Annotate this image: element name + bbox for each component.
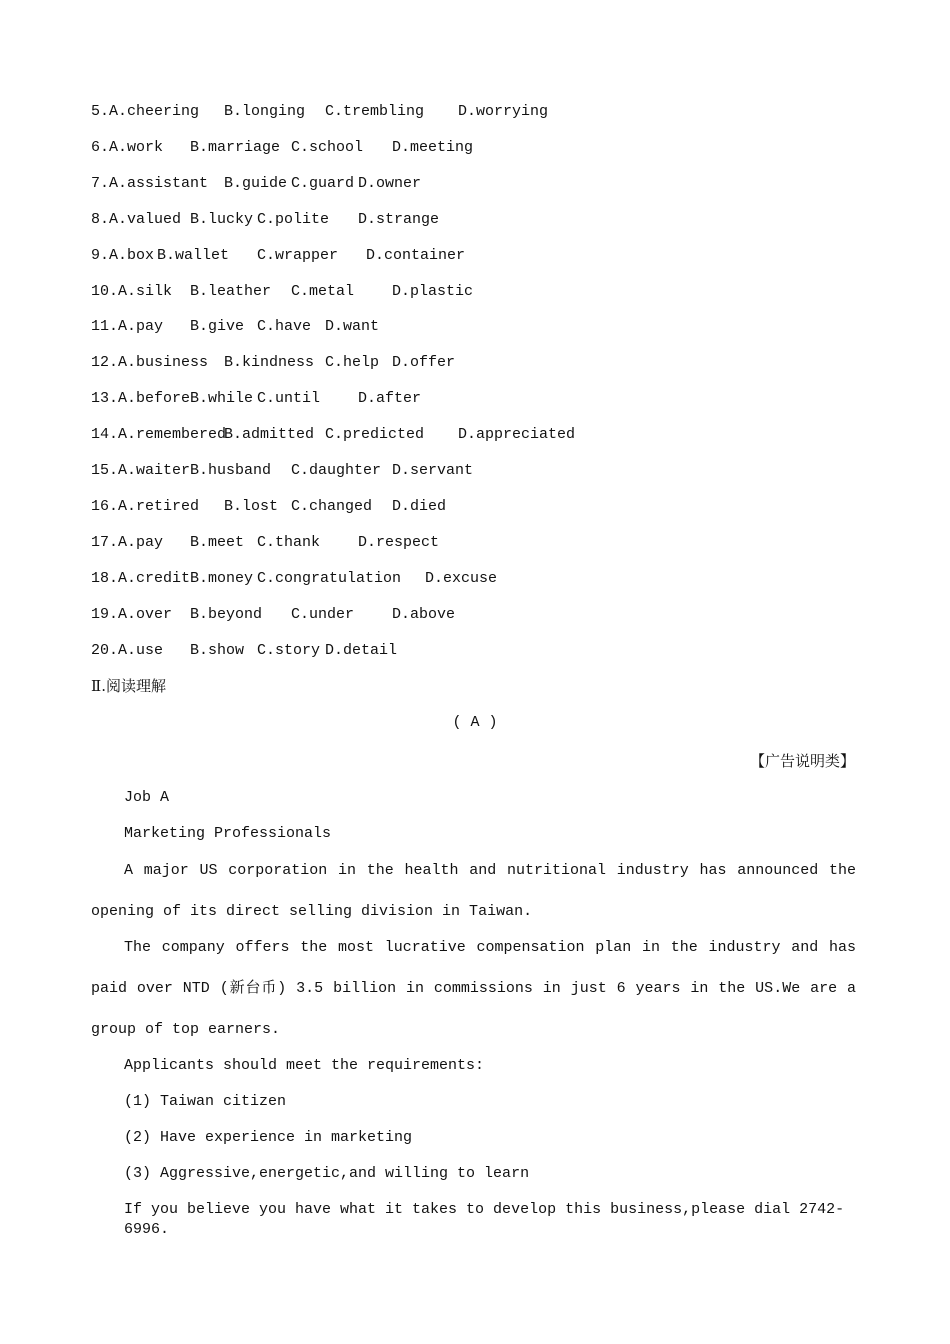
option-c: C.help [325, 354, 380, 372]
option-c: C.thank [257, 533, 321, 551]
option-c: C.story [257, 641, 321, 659]
question-row [0, 498, 950, 518]
option-a: A.waiter [118, 462, 191, 479]
question-row [0, 175, 950, 195]
option-d: D.servant [392, 462, 474, 479]
category-tag: 【广告说明类】 [749, 752, 855, 770]
question-number: 10. [91, 282, 119, 300]
closing-text: If you believe you have what it takes to develop this business,please dial 2742-6996. [124, 1201, 845, 1238]
option-b: B.lost [224, 497, 279, 515]
option-b: B.wallet [157, 246, 230, 264]
option-d: D.want [325, 318, 380, 336]
question-row [0, 103, 950, 123]
option-c: C.school [291, 138, 364, 156]
option-d: D.died [392, 497, 447, 515]
option-c: C.until [257, 390, 321, 408]
option-a: A.pay [118, 318, 164, 336]
question-number: 15. [91, 462, 119, 479]
option-b: B.marriage [190, 138, 281, 156]
option-c: C.congratulation [257, 569, 402, 587]
requirements-intro: Applicants should meet the requirements: [124, 1057, 485, 1074]
option-d: D.worrying [458, 103, 549, 120]
option-b: B.beyond [190, 605, 263, 623]
option-a: A.work [109, 138, 164, 156]
question-row [0, 426, 950, 446]
question-row [0, 570, 950, 590]
option-a: A.silk [118, 282, 173, 300]
option-a: A.valued [109, 210, 182, 228]
passage-label: ( A ) [452, 714, 498, 731]
option-a: A.assistant [109, 174, 209, 192]
question-number: 11. [91, 318, 119, 336]
option-d: D.plastic [392, 282, 474, 300]
option-b: B.lucky [190, 210, 254, 228]
question-row [0, 211, 950, 231]
question-row [0, 642, 950, 662]
question-row [0, 606, 950, 626]
option-c: C.predicted [325, 426, 425, 444]
option-c: C.wrapper [257, 246, 339, 264]
option-c: C.under [291, 605, 355, 623]
option-b: B.meet [190, 533, 245, 551]
option-d: D.above [392, 605, 456, 623]
job-title: Job A [124, 789, 170, 806]
job-subtitle: Marketing Professionals [124, 825, 332, 842]
option-a: A.over [118, 605, 173, 623]
option-b: B.money [190, 569, 254, 587]
option-d: D.owner [358, 174, 422, 192]
option-d: D.appreciated [458, 426, 576, 444]
option-d: D.detail [325, 641, 398, 659]
question-number: 8. [91, 210, 110, 228]
requirement-item: (2) Have experience in marketing [124, 1129, 413, 1146]
question-number: 5. [91, 103, 110, 120]
option-d: D.meeting [392, 138, 474, 156]
option-a: A.before [118, 390, 191, 408]
requirement-item: (1) Taiwan citizen [124, 1093, 287, 1110]
option-a: A.remembered [118, 426, 227, 444]
job-paragraph-1: A major US corporation in the health and nutritional industry has announced the opening of its direct selling division in Taiwan. [91, 862, 866, 920]
question-row [0, 139, 950, 159]
question-row [0, 283, 950, 303]
question-number: 7. [91, 174, 110, 192]
question-row [0, 318, 950, 338]
question-number: 20. [91, 641, 119, 659]
question-number: 17. [91, 533, 119, 551]
option-c: C.metal [291, 282, 355, 300]
option-d: D.after [358, 390, 422, 408]
option-d: D.respect [358, 533, 440, 551]
option-b: B.give [190, 318, 245, 336]
option-d: D.offer [392, 354, 456, 372]
option-a: A.cheering [109, 103, 200, 120]
option-a: A.business [118, 354, 209, 372]
option-d: D.strange [358, 210, 440, 228]
option-c: C.trembling [325, 103, 425, 120]
option-a: A.use [118, 641, 164, 659]
option-d: D.container [366, 246, 466, 264]
option-c: C.changed [291, 497, 373, 515]
option-b: B.husband [190, 462, 272, 479]
option-b: B.leather [190, 282, 272, 300]
option-b: B.admitted [224, 426, 315, 444]
option-b: B.longing [224, 103, 306, 120]
question-row [0, 247, 950, 267]
option-b: B.kindness [224, 354, 315, 372]
question-number: 6. [91, 138, 110, 156]
option-a: A.retired [118, 497, 200, 515]
section-title: Ⅱ.阅读理解 [91, 677, 166, 695]
question-number: 13. [91, 390, 119, 408]
question-number: 19. [91, 605, 119, 623]
question-number: 18. [91, 569, 119, 587]
requirement-item: (3) Aggressive,energetic,and willing to learn [124, 1165, 530, 1182]
question-number: 9. [91, 246, 110, 264]
option-a: A.pay [118, 533, 164, 551]
option-c: C.daughter [291, 462, 382, 479]
question-number: 12. [91, 354, 119, 372]
question-number: 16. [91, 497, 119, 515]
job-paragraph-2: The company offers the most lucrative compensation plan in the industry and has paid over NTD (新台币) 3.5 billion in commissions in just 6 years in the US.We are a group of top earners. [91, 939, 866, 1038]
option-b: B.while [190, 390, 254, 408]
option-a: A.box [109, 246, 155, 264]
option-d: D.excuse [425, 569, 498, 587]
option-b: B.guide [224, 174, 288, 192]
option-c: C.guard [291, 174, 355, 192]
question-row [0, 390, 950, 410]
option-a: A.credit [118, 569, 191, 587]
question-number: 14. [91, 426, 119, 444]
question-row [0, 534, 950, 554]
question-row [0, 462, 950, 482]
question-row [0, 354, 950, 374]
option-b: B.show [190, 641, 245, 659]
option-c: C.polite [257, 210, 330, 228]
option-c: C.have [257, 318, 312, 336]
